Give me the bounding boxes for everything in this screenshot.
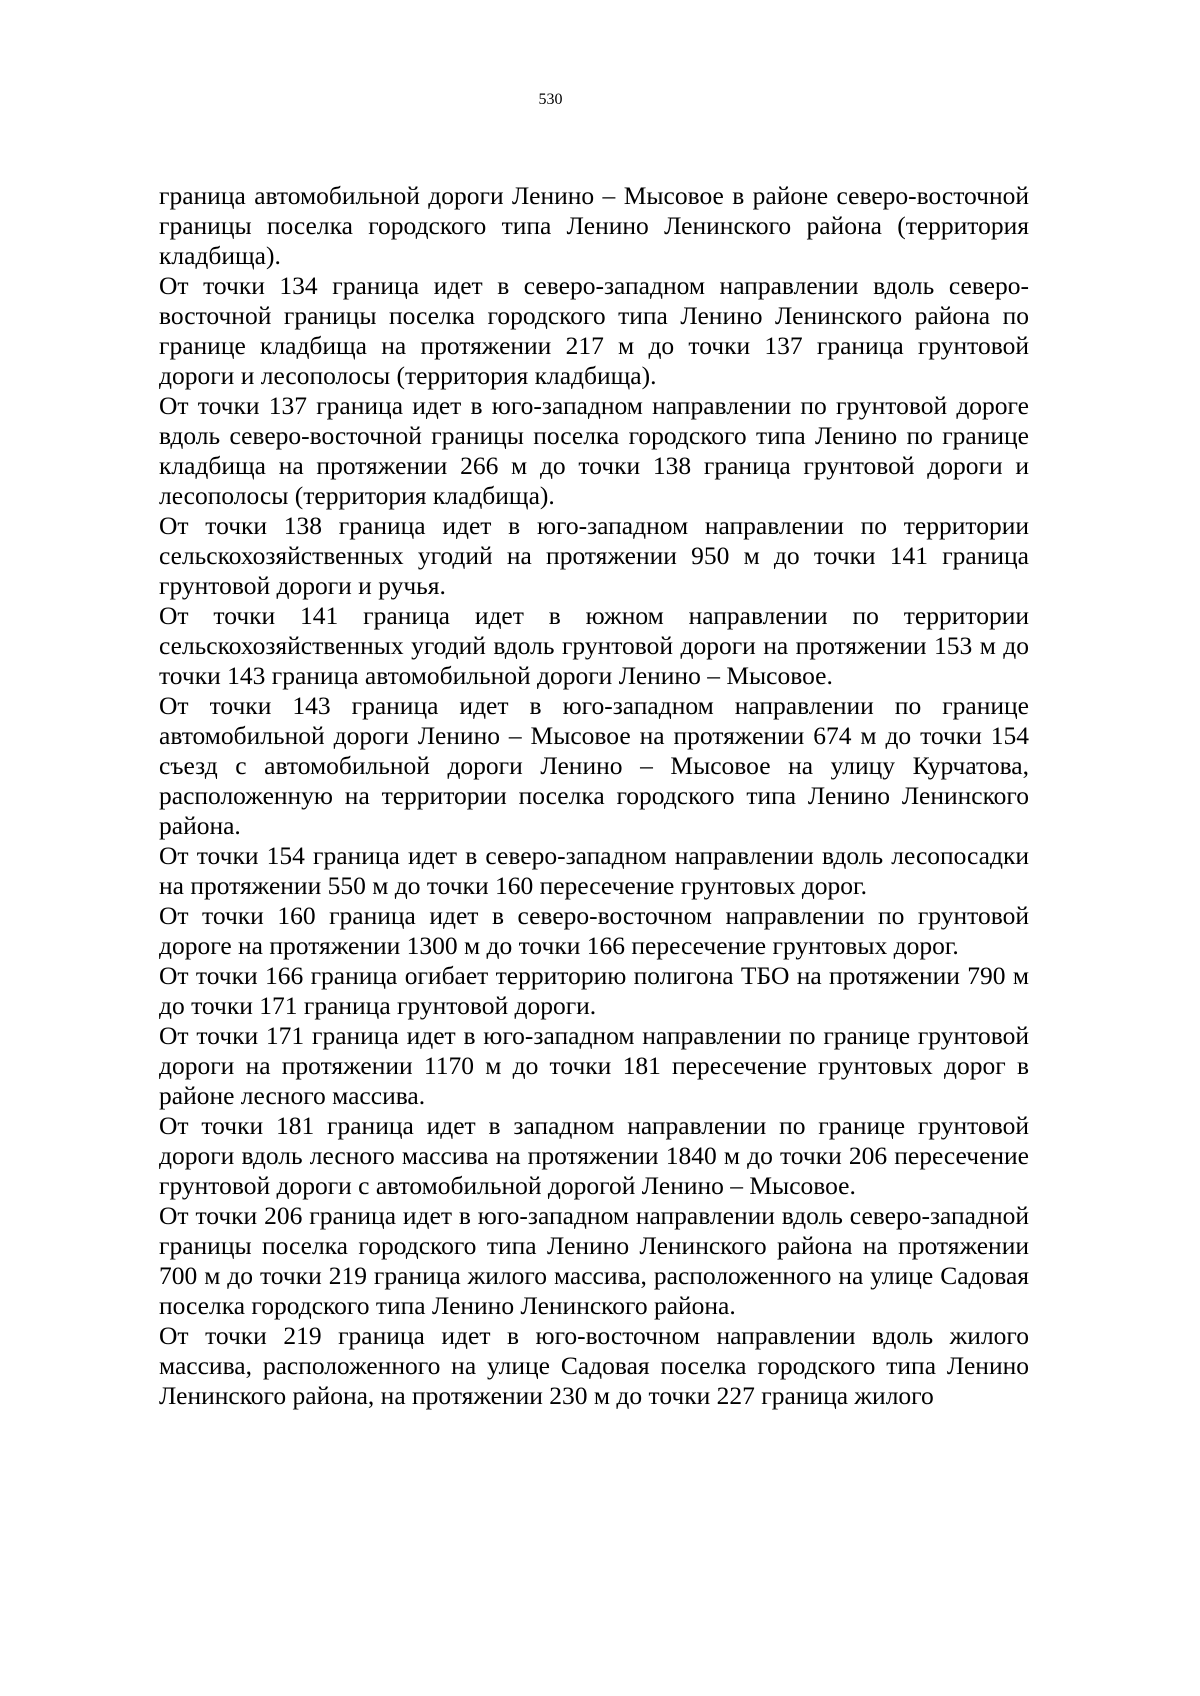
paragraph: От точки 166 граница огибает территорию полигона ТБО на протяжении 790 м до точки 171 граница грунтовой дороги.	[159, 961, 1029, 1020]
paragraph: От точки 154 граница идет в северо-западном направлении вдоль лесопосадки на протяжении 550 м до точки 160 пересечение грунтовых дорог.	[159, 841, 1029, 900]
paragraph: От точки 160 граница идет в северо-восточном направлении по грунтовой дороге на протяжении 1300 м до точки 166 пересечение грунтовых дорог.	[159, 901, 1029, 960]
paragraph: От точки 181 граница идет в западном направлении по границе грунтовой дороги вдоль лесного массива на протяжении 1840 м до точки 206 пересечение грунтовой дороги с автомобильной дорогой Ленино – Мысовое.	[159, 1111, 1029, 1200]
document-body	[159, 181, 1029, 1411]
paragraph: От точки 143 граница идет в юго-западном направлении по границе автомобильной дороги Ленино – Мысовое на протяжении 674 м до точки 154 съезд с автомобильной дороги Ленино – Мысовое на улицу Курчатова, расположенную на территории поселка городского типа Ленино Ленинского района.	[159, 691, 1029, 840]
paragraph: От точки 134 граница идет в северо-западном направлении вдоль северо-восточной границы поселка городского типа Ленино Ленинского района по границе кладбища на протяжении 217 м до точки 137 граница грунтовой дороги и лесополосы (территория кладбища).	[159, 271, 1029, 390]
page-number: 530	[538, 91, 563, 108]
paragraph: От точки 219 граница идет в юго-восточном направлении вдоль жилого массива, расположенного на улице Садовая поселка городского типа Ленино Ленинского района, на протяжении 230 м до точки 227 граница жилого	[159, 1321, 1029, 1410]
paragraph: От точки 206 граница идет в юго-западном направлении вдоль северо-западной границы поселка городского типа Ленино Ленинского района на протяжении 700 м до точки 219 граница жилого массива, расположенного на улице Садовая поселка городского типа Ленино Ленинского района.	[159, 1201, 1029, 1320]
paragraph: От точки 171 граница идет в юго-западном направлении по границе грунтовой дороги на протяжении 1170 м до точки 181 пересечение грунтовых дорог в районе лесного массива.	[159, 1021, 1029, 1110]
paragraph: От точки 137 граница идет в юго-западном направлении по грунтовой дороге вдоль северо-восточной границы поселка городского типа Ленино по границе кладбища на протяжении 266 м до точки 138 граница грунтовой дороги и лесополосы (территория кладбища).	[159, 391, 1029, 510]
paragraph: От точки 138 граница идет в юго-западном направлении по территории сельскохозяйственных угодий на протяжении 950 м до точки 141 граница грунтовой дороги и ручья.	[159, 511, 1029, 600]
paragraph: граница автомобильной дороги Ленино – Мысовое в районе северо-восточной границы поселка городского типа Ленино Ленинского района (территория кладбища).	[159, 181, 1029, 270]
paragraph: От точки 141 граница идет в южном направлении по территории сельскохозяйственных угодий вдоль грунтовой дороги на протяжении 153 м до точки 143 граница автомобильной дороги Ленино – Мысовое.	[159, 601, 1029, 690]
